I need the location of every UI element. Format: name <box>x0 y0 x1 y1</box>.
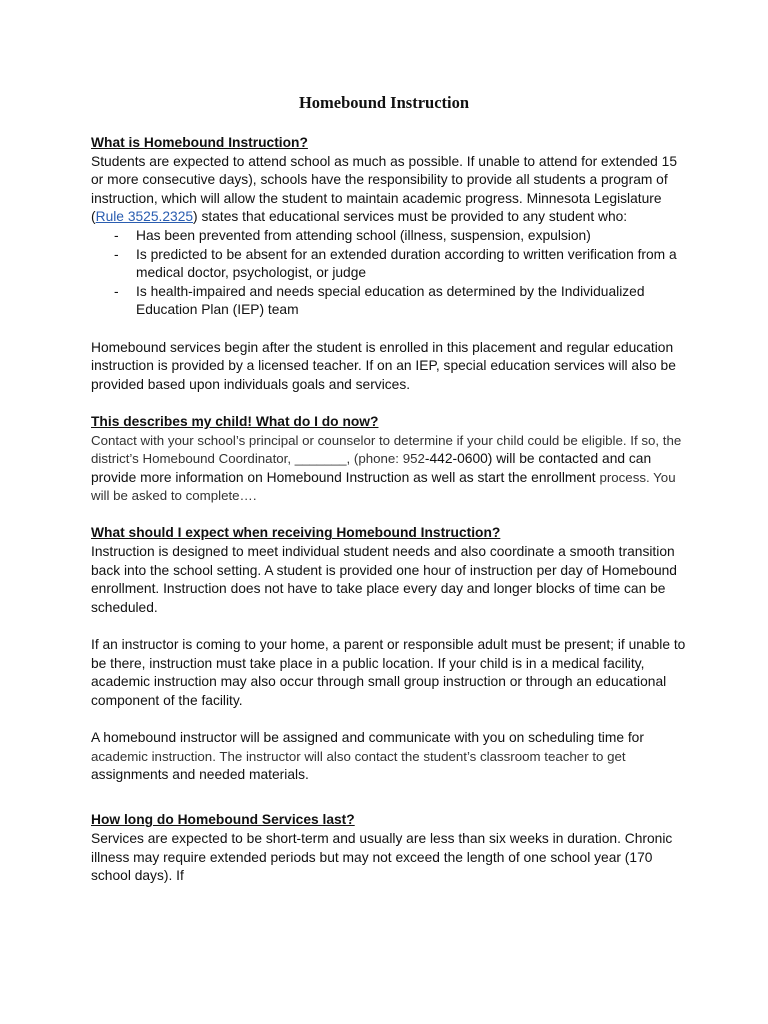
list-item <box>91 283 691 320</box>
assigned-text-part3: assignments and needed materials. <box>91 767 309 783</box>
document-body <box>91 134 691 886</box>
page-title: Homebound Instruction <box>298 93 470 112</box>
contact-text-part3: process. You will be asked to complete…. <box>91 469 676 504</box>
contact-text-part2: -442-0600) will be contacted and can provide more information on Homebound Instruction as well as start the enrollment <box>91 451 652 485</box>
heading-what-to-expect: What should I expect when receiving Homebound Instruction? <box>91 525 501 541</box>
assigned-text-part2: academic instruction. The instructor will also contact the student’s classroom teacher to get <box>91 748 626 764</box>
list-dash: - <box>114 246 119 262</box>
instructor-home-paragraph: If an instructor is coming to your home, a parent or responsible adult must be present; if unable to be there, instruction must take place in a public location. If your child is in a medical facility, academic instruction may also occur through small group instruction or through an educational component of the facility. <box>91 637 686 708</box>
instruction-paragraph: Instruction is designed to meet individual student needs and also coordinate a smooth transition back into the school setting. A student is provided one hour of instruction per day of Homebound enrollment. Instruction does not have to take place every day and longer blocks of time can be scheduled. <box>91 544 677 615</box>
heading-what-do-i-do: This describes my child! What do I do now? <box>91 413 379 429</box>
heading-how-long: How long do Homebound Services last? <box>91 812 355 828</box>
assigned-text-part1: A homebound instructor will be assigned and communicate with you on scheduling time for <box>91 730 644 745</box>
services-paragraph: Homebound services begin after the student is enrolled in this placement and regular education instruction is provided by a licensed teacher. If on an IEP, special education services will also be provided based upon individuals goals and services. <box>91 339 676 392</box>
assigned-instructor-paragraph <box>91 729 691 785</box>
list-dash: - <box>114 227 119 243</box>
list-item-text: Has been prevented from attending school (illness, suspension, expulsion) <box>136 227 591 243</box>
eligibility-list <box>91 227 691 320</box>
list-dash: - <box>114 283 119 299</box>
rule-link[interactable]: Rule 3525.2325 <box>95 209 194 225</box>
section-what-to-expect <box>91 524 691 784</box>
list-item <box>91 227 691 246</box>
list-item-text: Is predicted to be absent for an extended duration according to written verification from a medical doctor, psychologist, or judge <box>136 246 677 281</box>
intro-text-part1: Students are expected to attend school as much as possible. If unable to attend for extended 15 or more consecutive days), schools have the responsibility to provide all students a program of instruction, which will allow the student to maintain academic progress. Minnesota Legislature ( <box>91 153 677 225</box>
intro-text-part2: ) states that educational services must be provided to any student who: <box>193 209 628 225</box>
list-item-text: Is health-impaired and needs special education as determined by the Individualized Education Plan (IEP) team <box>136 283 645 318</box>
section-what-do-i-do <box>91 413 691 506</box>
intro-paragraph <box>91 153 691 227</box>
heading-what-is: What is Homebound Instruction? <box>91 135 308 150</box>
section-how-long <box>91 811 691 885</box>
section-what-is <box>91 134 691 394</box>
contact-paragraph <box>91 432 691 506</box>
duration-paragraph: Services are expected to be short-term and usually are less than six weeks in duration. Chronic illness may require extended periods but may not exceed the length of one school year (170 school days). If <box>91 830 673 884</box>
list-item <box>91 246 691 283</box>
contact-text-part1: Contact with your school’s principal or counselor to determine if your child could be eligible. If so, the district’s Homebound Coordinator, _______, (phone: 952 <box>91 432 682 467</box>
